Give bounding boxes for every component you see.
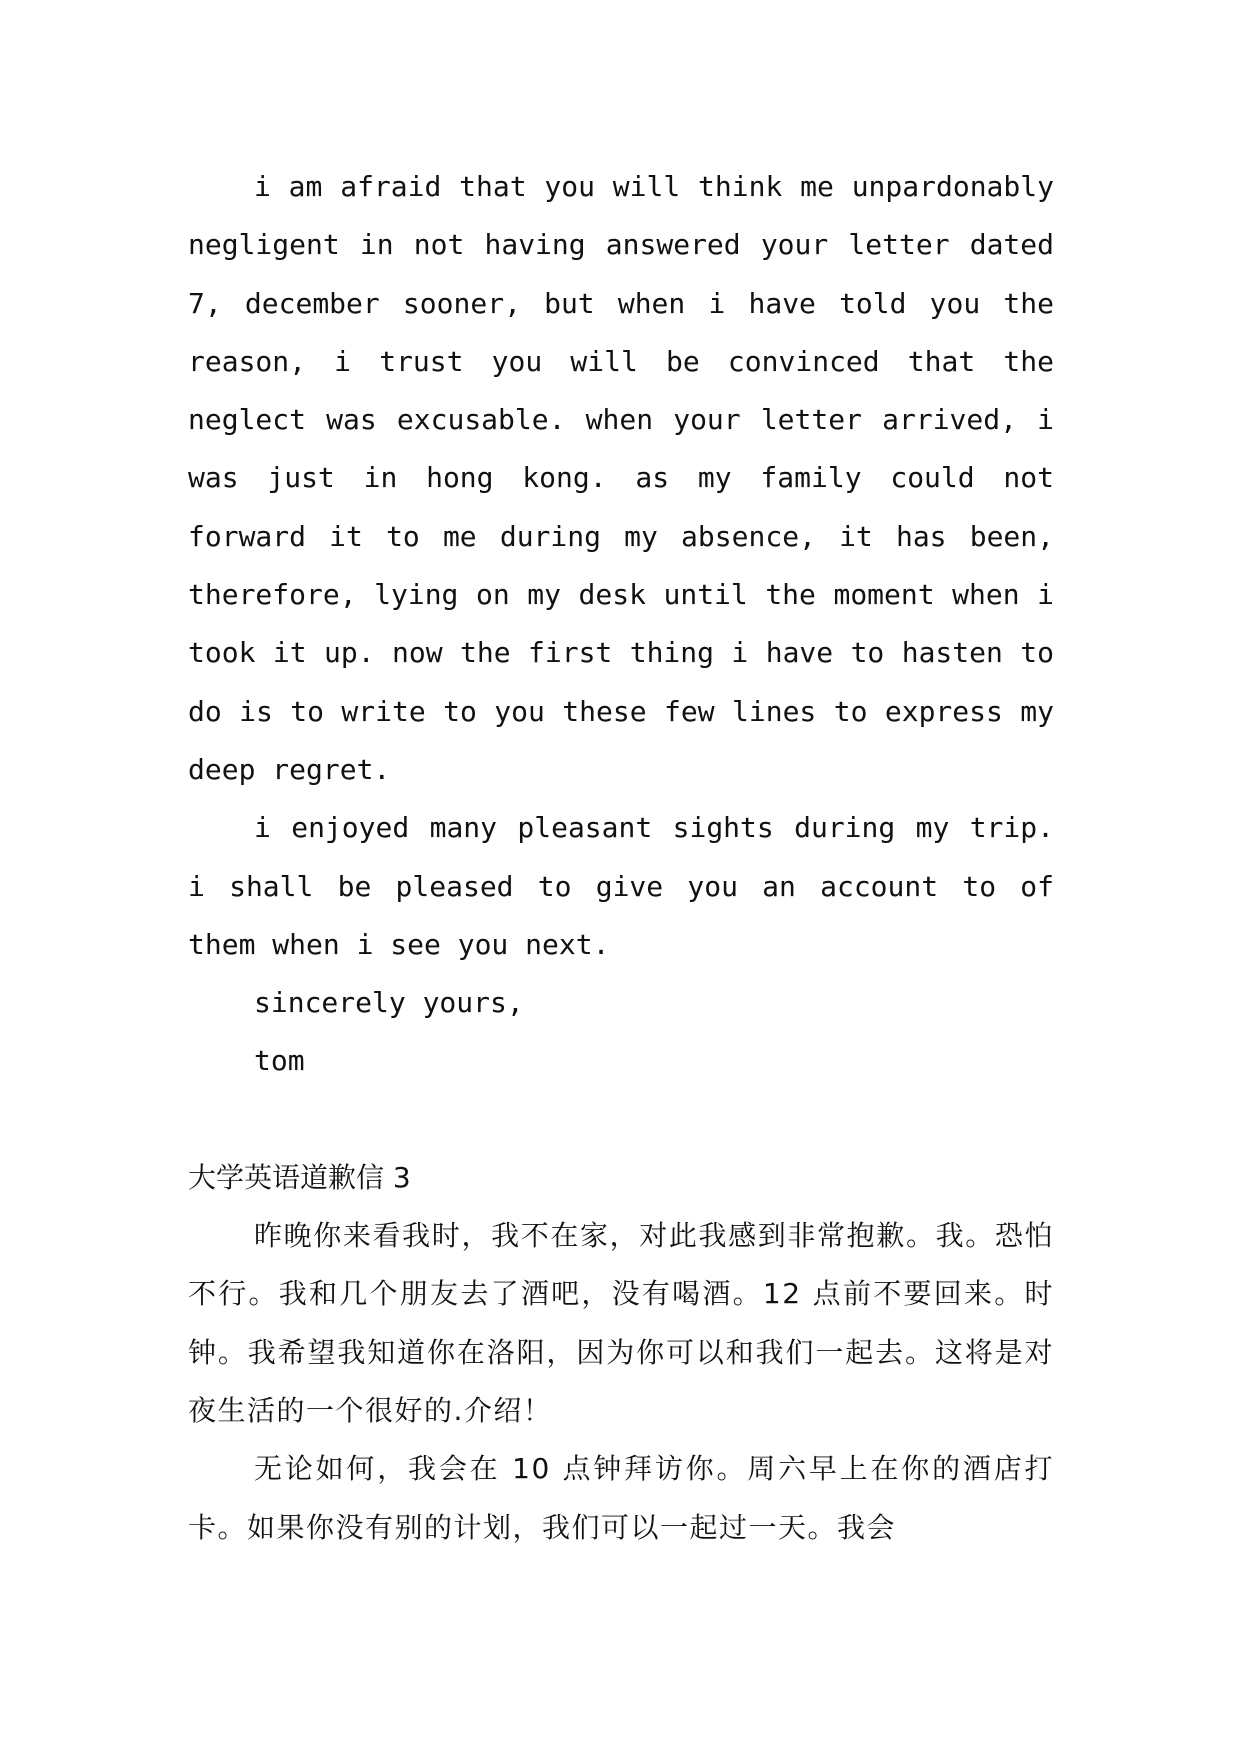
letter-closing: sincerely yours, bbox=[254, 986, 524, 1020]
document-body bbox=[188, 158, 1054, 1557]
letter-paragraph-1: i am afraid that you will think me unpardonably negligent in not having answered your letter dated 7, december sooner, but when i have told you the reason, i trust you will be convinced that the neglect was excusable. when your letter arrived, i was just in hong kong. as my family could not forward it to me during my absence, it has been, therefore, lying on my desk until the moment when i took it up. now the first thing i have to hasten to do is to write to you these few lines to express my deep regret. bbox=[188, 170, 1054, 786]
section-paragraph-2: 无论如何，我会在 10 点钟拜访你。周六早上在你的酒店打卡。如果你没有别的计划，我们可以一起过一天。我会 bbox=[188, 1452, 1054, 1544]
letter-signature: tom bbox=[254, 1044, 305, 1078]
letter-paragraph-2: i enjoyed many pleasant sights during my trip. i shall be pleased to give you an account to of them when i see you next. bbox=[188, 811, 1054, 961]
section-gap bbox=[188, 1091, 1054, 1149]
section-heading: 大学英语道歉信 3 bbox=[188, 1160, 411, 1194]
section-paragraph-1: 昨晚你来看我时，我不在家，对此我感到非常抱歉。我。恐怕不行。我和几个朋友去了酒吧，没有喝酒。12 点前不要回来。时钟。我希望我知道你在洛阳，因为你可以和我们一起去。这将是对夜生活的一个很好的.介绍！ bbox=[188, 1219, 1054, 1427]
